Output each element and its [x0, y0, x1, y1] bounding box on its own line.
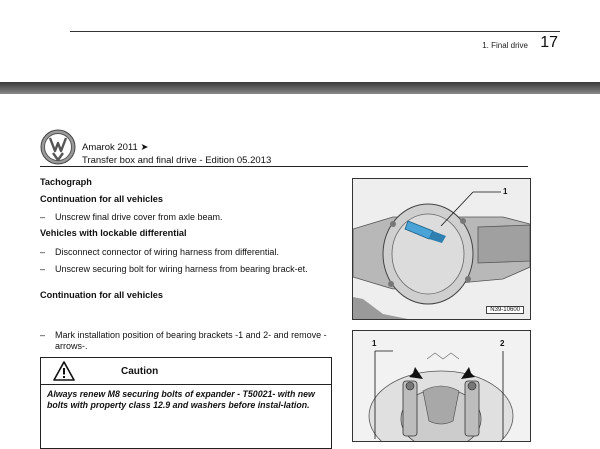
caution-header [41, 358, 331, 385]
heading-all-vehicles-2: Continuation for all vehicles [40, 290, 164, 300]
step-dash: – [40, 330, 46, 340]
figure-code: N39-10600 [486, 306, 524, 314]
step-3: Unscrew securing bolt for wiring harness from bearing brack-et. [55, 264, 308, 274]
heading-lockable-diff: Vehicles with lockable differential [40, 228, 187, 238]
figure-callout-1: 1 [503, 187, 508, 196]
caution-text: Always renew M8 securing bolts of expander - T50021- with new bolts with property class 12.9 and washers before instal-lation. [47, 389, 315, 410]
figure-final-drive-cover [352, 178, 531, 320]
vw-logo-icon [40, 129, 76, 165]
document-subtitle: Transfer box and final drive - Edition 05.2013 [82, 155, 272, 166]
chapter-title: 1. Final drive [482, 41, 528, 50]
figure-bearing-brackets [352, 330, 531, 442]
step-1: Unscrew final drive cover from axle beam. [55, 212, 223, 222]
section-title: Tachograph [40, 177, 92, 187]
heading-all-vehicles-1: Continuation for all vehicles [40, 194, 164, 204]
step-dash: – [40, 212, 46, 222]
step-dash: – [40, 247, 46, 257]
step-4: Mark installation position of bearing brackets -1 and 2- and remove -arrows-. [55, 330, 327, 351]
figure-callout-1: 1 [372, 339, 377, 348]
document-title: Amarok 2011 ➤ [82, 142, 149, 153]
page-divider [0, 82, 600, 94]
warning-icon [53, 361, 75, 381]
figure-callout-2: 2 [500, 339, 505, 348]
caution-label: Caution [121, 366, 159, 377]
caution-box [40, 357, 332, 449]
step-2: Disconnect connector of wiring harness from differential. [55, 247, 279, 257]
title-rule [40, 166, 528, 167]
page-number: 17 [540, 34, 558, 51]
header-rule [70, 31, 560, 32]
final-drive-illustration [353, 179, 530, 319]
step-dash: – [40, 264, 46, 274]
